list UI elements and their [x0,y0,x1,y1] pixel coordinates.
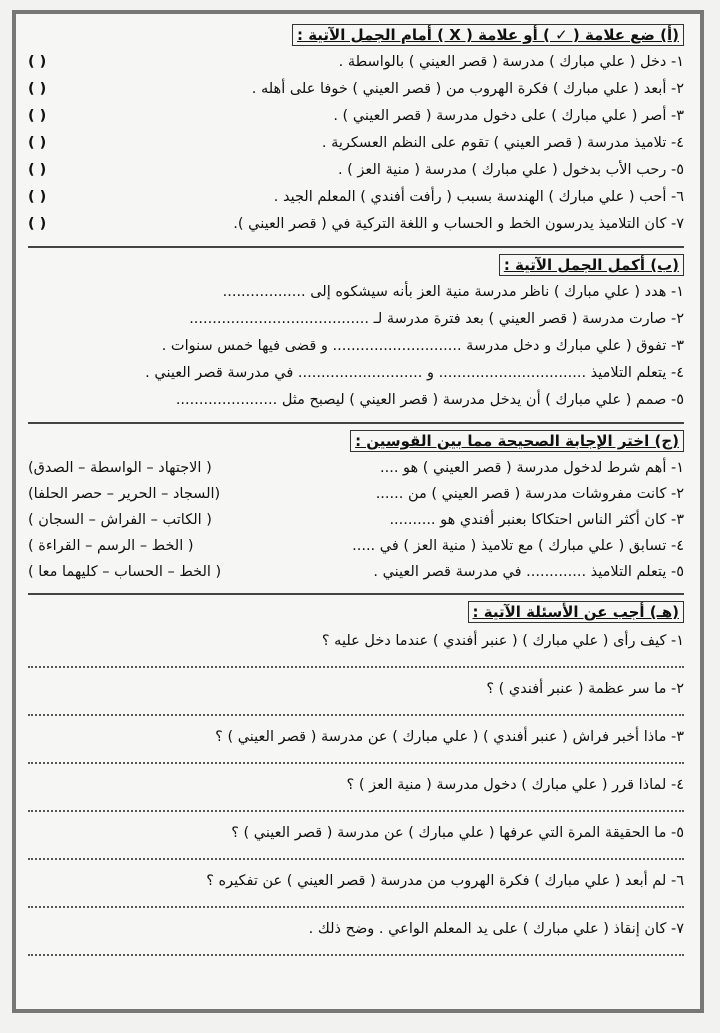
list-item[interactable]: ٥- صمم ( علي مبارك ) أن يدخل مدرسة ( قصر العيني ) ليصبح مثل ...................... [175,392,684,408]
divider [28,422,684,424]
section-true-false [28,24,684,238]
list-item: ٤- تسابق ( علي مبارك ) مع تلاميذ ( منية العز ) في ..... ( الخط – الرسم – القراءة ) [28,533,684,559]
divider [28,593,684,595]
answer-line[interactable] [28,748,684,764]
options[interactable]: ( الخط – الحساب – كليهما معا ) [28,564,222,580]
question: ٤- لماذا قرر ( علي مبارك ) دخول مدرسة ( منية العز ) ؟ [346,777,684,793]
worksheet [28,24,684,960]
list-item: ٣- أصر ( علي مبارك ) على دخول مدرسة ( قصر العيني ) . ( ) [28,103,684,130]
list-item[interactable]: ١- هدد ( علي مبارك ) ناظر مدرسة منية العز بأنه سيشكوه إلى .................. [222,284,684,300]
question: ١- كيف رأى ( علي مبارك ) ( عنبر أفندي ) عندما دخل عليه ؟ [321,633,684,649]
options[interactable]: (السجاد – الحرير – حصر الحلفا) [28,486,221,502]
answer-box[interactable]: ( ) [28,54,47,70]
section-d-title: (هـ) أجب عن الأسئلة الآتية : [468,601,685,623]
list-item: ٣- كان أكثر الناس احتكاكا بعنبر أفندي هو .......... ( الكاتب – الفراش – السجان ) [28,507,684,533]
section-multiple-choice [28,430,684,585]
answer-box[interactable]: ( ) [28,135,47,151]
list-item: ٥- رحب الأب بدخول ( علي مبارك ) مدرسة ( منية العز ) . ( ) [28,157,684,184]
list-item: ١- أهم شرط لدخول مدرسة ( قصر العيني ) هو .... ( الاجتهاد – الواسطة – الصدق) [28,455,684,481]
answer-box[interactable]: ( ) [28,189,47,205]
answer-line[interactable] [28,700,684,716]
list-item[interactable]: ٤- يتعلم التلاميذ ................................ و ........................... في مدرسة قصر العيني . [145,365,684,381]
options[interactable]: ( الاجتهاد – الواسطة – الصدق) [28,460,212,476]
options[interactable]: ( الخط – الرسم – القراءة ) [28,538,194,554]
section-answer-questions [28,601,684,956]
section-complete [28,254,684,414]
answer-line[interactable] [28,796,684,812]
question: ٣- ماذا أخبر فراش ( عنبر أفندي ) ( علي مبارك ) عن مدرسة ( قصر العيني ) ؟ [215,729,684,745]
list-item[interactable]: ٣- تفوق ( علي مبارك و دخل مدرسة ............................ و قضى فيها خمس سنوات . [161,338,684,354]
section-b-title: (ب) أكمل الجمل الآتية : [499,254,684,276]
question: ٧- كان إنقاذ ( علي مبارك ) على يد المعلم الواعي . وضح ذلك . [308,921,684,937]
list-item: ٧- كان التلاميذ يدرسون الخط و الحساب و اللغة التركية في ( قصر العيني ). ( ) [28,211,684,238]
list-item: ٦- أحب ( علي مبارك ) الهندسة بسبب ( رأفت أفندي ) المعلم الجيد . ( ) [28,184,684,211]
list-item: ٥- يتعلم التلاميذ ............. في مدرسة قصر العيني . ( الخط – الحساب – كليهما معا ) [28,559,684,585]
list-item: ٤- تلاميذ مدرسة ( قصر العيني ) تقوم على النظم العسكرية . ( ) [28,130,684,157]
section-c-title: (ج) اختر الإجابة الصحيحة مما بين القوسين : [350,430,684,452]
list-item: ٢- كانت مفروشات مدرسة ( قصر العيني ) من ...... (السجاد – الحرير – حصر الحلفا) [28,481,684,507]
answer-box[interactable]: ( ) [28,216,47,232]
question: ٥- ما الحقيقة المرة التي عرفها ( علي مبارك ) عن مدرسة ( قصر العيني ) ؟ [231,825,684,841]
list-item: ٢- أبعد ( علي مبارك ) فكرة الهروب من ( قصر العيني ) خوفا على أهله . ( ) [28,76,684,103]
answer-line[interactable] [28,940,684,956]
answer-box[interactable]: ( ) [28,108,47,124]
list-item: ١- دخل ( علي مبارك ) مدرسة ( قصر العيني ) بالواسطة . ( ) [28,49,684,76]
question: ٢- ما سر عظمة ( عنبر أفندي ) ؟ [486,681,684,697]
answer-box[interactable]: ( ) [28,81,47,97]
section-a-title: (أ) ضع علامة ( ✓ ) أو علامة ( X ) أمام الجمل الآتية : [292,24,684,46]
divider [28,246,684,248]
list-item[interactable]: ٢- صارت مدرسة ( قصر العيني ) بعد فترة مدرسة لـ ....................................... [189,311,684,327]
answer-line[interactable] [28,652,684,668]
answer-line[interactable] [28,844,684,860]
question: ٦- لم أبعد ( علي مبارك ) فكرة الهروب من مدرسة ( قصر العيني ) عن تفكيره ؟ [206,873,684,889]
answer-line[interactable] [28,892,684,908]
answer-box[interactable]: ( ) [28,162,47,178]
options[interactable]: ( الكاتب – الفراش – السجان ) [28,512,212,528]
